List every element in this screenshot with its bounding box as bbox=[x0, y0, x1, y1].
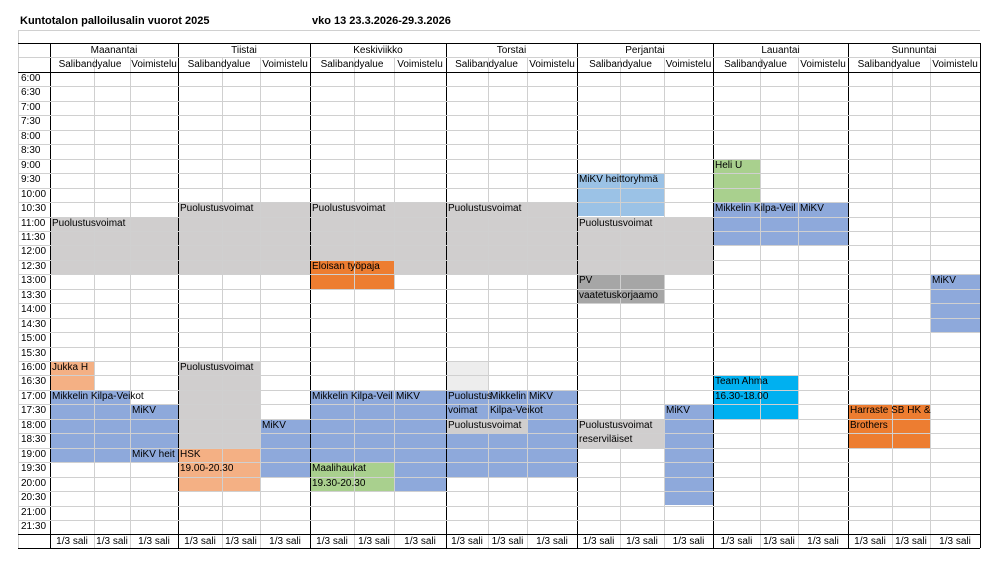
time-label: 7:00 bbox=[21, 101, 41, 113]
grid-hline bbox=[18, 86, 980, 87]
footer-label: 1/3 sali bbox=[763, 536, 795, 548]
day-separator bbox=[50, 43, 51, 548]
day-separator bbox=[980, 43, 981, 548]
booking-label: MiKV bbox=[666, 405, 690, 417]
time-label: 14:00 bbox=[21, 304, 47, 316]
booking-label: 19.30-20.30 bbox=[312, 477, 366, 489]
footer-label: 1/3 sali bbox=[358, 536, 390, 548]
footer-label: 1/3 sali bbox=[225, 536, 257, 548]
booking-label: Puolustusvoimat bbox=[579, 419, 653, 431]
footer-label: 1/3 sali bbox=[895, 536, 927, 548]
booking-label: Puolustusvoimat bbox=[579, 217, 653, 229]
grid-hline bbox=[18, 477, 980, 478]
sub-header: Voimistelu bbox=[262, 59, 308, 70]
booking-label: MiKV bbox=[262, 419, 286, 431]
sub-header: Salibandyalue bbox=[724, 59, 787, 70]
day-header: Perjantai bbox=[625, 45, 665, 56]
sub-header: Voimistelu bbox=[397, 59, 443, 70]
footer-label: 1/3 sali bbox=[56, 536, 88, 548]
day-separator bbox=[713, 43, 714, 548]
booking-label: 16.30-18.00 bbox=[715, 390, 769, 402]
grid-hline bbox=[18, 361, 980, 362]
time-label: 12:30 bbox=[21, 260, 47, 272]
time-label: 15:30 bbox=[21, 347, 47, 359]
footer-label: 1/3 sali bbox=[672, 536, 705, 548]
sub-header: Salibandyalue bbox=[455, 59, 518, 70]
time-label: 21:30 bbox=[21, 520, 47, 532]
sub-header: Salibandyalue bbox=[187, 59, 251, 70]
grid-hline bbox=[18, 318, 980, 319]
sub-header: Salibandyalue bbox=[857, 59, 921, 70]
booking-label: Maalihaukat bbox=[312, 463, 366, 475]
booking-label: Brothers bbox=[850, 419, 888, 431]
footer-label: 1/3 sali bbox=[491, 536, 524, 548]
time-label: 9:30 bbox=[21, 174, 41, 186]
booking-label: Mikkelin Kilpa-Veikot bbox=[52, 390, 144, 402]
time-label: 9:00 bbox=[21, 159, 41, 171]
time-label: 10:00 bbox=[21, 188, 47, 200]
day-header: Torstai bbox=[496, 45, 527, 56]
footer-label: 1/3 sali bbox=[96, 536, 128, 548]
day-header: Keskiviikko bbox=[353, 45, 403, 56]
booking-label: PV bbox=[579, 275, 593, 287]
time-label: 18:30 bbox=[21, 434, 47, 446]
booking-label: reserviläiset bbox=[579, 434, 633, 446]
grid-hline bbox=[18, 433, 980, 434]
booking-label: Eloisan työpaja bbox=[312, 260, 380, 272]
time-label: 17:30 bbox=[21, 405, 47, 417]
grid-hline bbox=[18, 188, 980, 189]
time-label: 14:30 bbox=[21, 318, 47, 330]
booking-label: voimat bbox=[448, 405, 478, 417]
booking-label: Mikkelin Kilpa-Veil bbox=[715, 203, 796, 215]
time-label: 20:30 bbox=[21, 492, 47, 504]
time-label: 13:30 bbox=[21, 289, 47, 301]
grid-hline bbox=[18, 347, 980, 348]
booking-label: HSK bbox=[180, 448, 201, 460]
time-label: 21:00 bbox=[21, 506, 47, 518]
sub-header: Voimistelu bbox=[665, 59, 712, 70]
grid-hline bbox=[18, 173, 980, 174]
booking-label: Puolustusvoimat bbox=[180, 362, 254, 373]
booking-label: MiKV bbox=[396, 390, 420, 402]
booking-label: Jukka H bbox=[52, 362, 89, 373]
time-label: 8:00 bbox=[21, 130, 41, 142]
footer-label: 1/3 sali bbox=[939, 536, 971, 548]
booking-label: Harraste SB HK & bbox=[850, 405, 931, 417]
booking-label: Puolustus bbox=[448, 390, 492, 402]
booking-label: Heli U bbox=[715, 159, 743, 171]
grid-hline bbox=[18, 115, 980, 116]
booking-label: MiKV bbox=[800, 203, 824, 215]
sub-header: Voimistelu bbox=[800, 59, 846, 70]
booking-label: Puolustusvoimat bbox=[448, 203, 522, 215]
footer-label: 1/3 sali bbox=[138, 536, 170, 548]
grid-hline bbox=[18, 303, 980, 304]
booking-label: Mikkelin Kilpa-Veil bbox=[312, 390, 393, 402]
footer-label: 1/3 sali bbox=[184, 536, 216, 548]
booking-label: MiKV heittoryhmä bbox=[579, 174, 658, 186]
footer-label: 1/3 sali bbox=[536, 536, 568, 548]
week-label: vko 13 23.3.2026-29.3.2026 bbox=[312, 15, 451, 27]
booking-label: vaatetuskorjaamo bbox=[579, 289, 658, 301]
grid-hline bbox=[18, 101, 980, 102]
grid-hline bbox=[18, 274, 980, 275]
grid-hline bbox=[18, 491, 980, 492]
sub-header: Salibandyalue bbox=[58, 59, 122, 70]
time-label: 7:30 bbox=[21, 116, 41, 128]
booking-label: Mikkelin bbox=[490, 390, 527, 402]
day-separator bbox=[446, 43, 447, 548]
sub-header: Voimistelu bbox=[131, 59, 177, 70]
time-label: 20:00 bbox=[21, 477, 47, 489]
booking-label: MiKV bbox=[529, 390, 553, 402]
sheet-line bbox=[18, 30, 980, 31]
booking-label: Puolustusvoimat bbox=[52, 217, 126, 229]
grid-hline bbox=[18, 130, 980, 131]
grid-hline bbox=[18, 289, 980, 290]
grid-hline bbox=[18, 245, 980, 246]
grid-hline bbox=[18, 217, 980, 218]
time-label: 11:00 bbox=[21, 217, 46, 229]
booking-label: Team Ahma bbox=[715, 376, 768, 388]
time-label: 18:00 bbox=[21, 419, 47, 431]
time-label: 15:00 bbox=[21, 333, 47, 345]
footer-label: 1/3 sali bbox=[269, 536, 301, 548]
booking-label: 19.00-20.30 bbox=[180, 463, 234, 475]
sub-header: Voimistelu bbox=[529, 59, 575, 70]
booking-label: Puolustusvoimat bbox=[180, 203, 254, 215]
time-label: 16:00 bbox=[21, 362, 47, 373]
time-label: 13:00 bbox=[21, 275, 47, 287]
time-label: 10:30 bbox=[21, 203, 47, 215]
time-label: 17:00 bbox=[21, 390, 47, 402]
time-label: 12:00 bbox=[21, 246, 47, 258]
grid-hline bbox=[18, 260, 980, 261]
day-header: Tiistai bbox=[231, 45, 257, 56]
booking-label: Kilpa-Veikot bbox=[490, 405, 543, 417]
footer-label: 1/3 sali bbox=[854, 536, 886, 548]
time-label: 16:30 bbox=[21, 376, 47, 388]
grid-hline bbox=[18, 506, 980, 507]
day-header: Maanantai bbox=[90, 45, 138, 56]
time-label: 19:00 bbox=[21, 448, 47, 460]
time-label: 8:30 bbox=[21, 145, 41, 157]
footer-label: 1/3 sali bbox=[451, 536, 483, 548]
sub-header: Salibandyalue bbox=[589, 59, 652, 70]
header-line bbox=[18, 72, 980, 73]
time-label: 6:30 bbox=[21, 87, 41, 99]
booking-block bbox=[446, 433, 527, 476]
booking-label: Puolustusvoimat bbox=[448, 419, 522, 431]
booking-label: MiKV heit bbox=[132, 448, 175, 460]
time-label: 6:00 bbox=[21, 73, 41, 84]
time-label: 11:30 bbox=[21, 231, 46, 243]
footer-label: 1/3 sali bbox=[807, 536, 839, 548]
grid-hline bbox=[18, 332, 980, 333]
booking-label: MiKV bbox=[932, 275, 956, 287]
footer-label: 1/3 sali bbox=[720, 536, 753, 548]
sub-header: Voimistelu bbox=[932, 59, 978, 70]
day-header: Sunnuntai bbox=[891, 45, 937, 56]
day-separator bbox=[848, 43, 849, 548]
grid-hline bbox=[18, 520, 980, 521]
grid-hline bbox=[18, 159, 980, 160]
booking-label: MiKV bbox=[132, 405, 156, 417]
footer-label: 1/3 sali bbox=[582, 536, 615, 548]
day-header: Lauantai bbox=[761, 45, 800, 56]
grid-hline bbox=[18, 144, 980, 145]
grid-hline bbox=[18, 231, 980, 232]
footer-label: 1/3 sali bbox=[316, 536, 348, 548]
footer-label: 1/3 sali bbox=[626, 536, 658, 548]
time-label: 19:30 bbox=[21, 463, 47, 475]
booking-label: Puolustusvoimat bbox=[312, 203, 386, 215]
footer-label: 1/3 sali bbox=[404, 536, 436, 548]
sheet-title: Kuntotalon palloilusalin vuorot 2025 bbox=[20, 15, 210, 27]
grid-hline bbox=[18, 375, 980, 376]
sub-header: Salibandyalue bbox=[320, 59, 384, 70]
grid-hline bbox=[18, 462, 980, 463]
